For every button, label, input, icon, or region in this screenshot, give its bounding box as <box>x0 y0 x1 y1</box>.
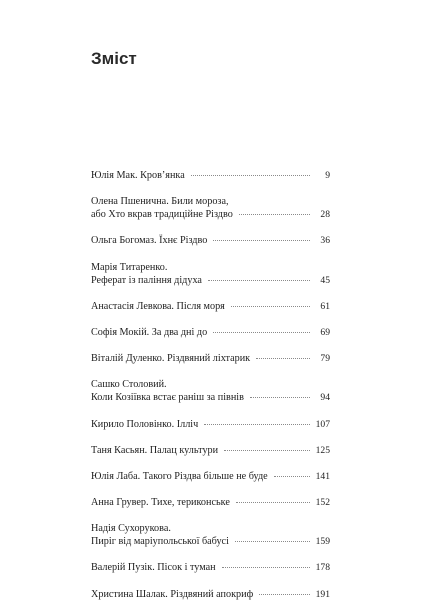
dot-leader <box>274 476 310 477</box>
dot-leader <box>204 424 309 425</box>
dot-leader <box>256 358 310 359</box>
toc-entry-title-line: Олена Пшенична. Били мороза, <box>91 196 229 208</box>
page-number: 79 <box>320 353 330 365</box>
dot-leader <box>208 280 310 281</box>
dot-leader <box>222 567 310 568</box>
page-number: 191 <box>315 588 330 600</box>
dot-leader <box>224 450 310 451</box>
dot-leader <box>236 502 310 503</box>
toc-entry[interactable] <box>91 169 330 182</box>
toc-entry-title-line: Христина Шалак. Різдвяний апокриф <box>91 588 254 600</box>
page-number: 69 <box>320 326 330 338</box>
toc-entry-title-line: Реферат із паління дідуха <box>91 274 202 286</box>
toc-entry-title-line: Ольга Богомаз. Їхнє Різдво <box>91 235 208 247</box>
toc-entry[interactable] <box>91 195 330 221</box>
toc-entry-title-line: Анастасія Левкова. Після моря <box>91 300 225 312</box>
toc-entry-title-line: Софія Мокій. За два дні до <box>91 326 208 338</box>
toc-entry[interactable] <box>91 300 330 313</box>
toc-entry-row <box>91 561 330 574</box>
page-number: 141 <box>315 470 330 482</box>
toc-entry-row <box>91 169 330 182</box>
toc-entry[interactable] <box>91 588 330 601</box>
toc-entry-row <box>91 352 330 365</box>
dot-leader <box>213 240 310 241</box>
toc-entry-row <box>91 326 330 339</box>
toc-entry-title-line: Кирило Половінко. Ілліч <box>91 418 199 430</box>
toc-entry-row <box>91 535 330 548</box>
dot-leader <box>213 332 310 333</box>
toc-entry[interactable] <box>91 470 330 483</box>
dot-leader <box>239 214 310 215</box>
toc-entry-title-line: Марія Титаренко. <box>91 261 168 273</box>
toc-entry[interactable] <box>91 496 330 509</box>
toc-entry[interactable] <box>91 326 330 339</box>
toc-entry-title-line: Віталій Дуленко. Різдвяний ліхтарик <box>91 353 251 365</box>
page-number: 94 <box>320 392 330 404</box>
toc-entry-row <box>91 418 330 431</box>
dot-leader <box>259 594 309 595</box>
toc-entry-row <box>91 496 330 509</box>
page-number: 36 <box>320 235 330 247</box>
page-number: 178 <box>315 562 330 574</box>
dot-leader <box>250 397 310 398</box>
dot-leader <box>231 306 310 307</box>
toc-entry-title-line: Сашко Столовий. <box>91 379 167 391</box>
toc-entry[interactable] <box>91 261 330 287</box>
toc-entry[interactable] <box>91 522 330 548</box>
page-number: 61 <box>320 300 330 312</box>
toc-entry-row <box>91 588 330 601</box>
toc-entry-title-line: або Хто вкрав традиційне Різдво <box>91 209 233 221</box>
toc-entry-title-line: Валерій Пузік. Пісок і туман <box>91 562 216 574</box>
toc-entry-title-line: Юлія Лаба. Такого Різдва більше не буде <box>91 470 268 482</box>
toc-entry-row <box>91 444 330 457</box>
page-number: 152 <box>315 497 330 509</box>
page-number: 107 <box>315 418 330 430</box>
page-number: 28 <box>320 209 330 221</box>
toc-entry[interactable] <box>91 561 330 574</box>
toc-entry-title-line: Пиріг від маріупольської бабусі <box>91 536 229 548</box>
toc-entry-title-line: Коли Козіївка встає раніш за півнів <box>91 392 244 404</box>
page-number: 125 <box>315 444 330 456</box>
toc-entry[interactable] <box>91 418 330 431</box>
toc-entry-row <box>91 274 330 287</box>
toc-entry[interactable] <box>91 352 330 365</box>
toc-entry-row <box>91 391 330 404</box>
page-title: Зміст <box>91 49 137 68</box>
table-of-contents <box>91 169 330 614</box>
page-number: 159 <box>315 536 330 548</box>
toc-entry[interactable] <box>91 378 330 404</box>
toc-entry-title-line: Юлія Мак. Кров’янка <box>91 170 185 181</box>
page-number: 45 <box>320 274 330 286</box>
toc-entry-title-line: Надія Сухорукова. <box>91 523 171 535</box>
toc-entry-row <box>91 470 330 483</box>
toc-entry-row <box>91 234 330 247</box>
toc-entry[interactable] <box>91 234 330 247</box>
dot-leader <box>235 541 310 542</box>
page-number: 9 <box>325 170 330 181</box>
toc-entry-title-line: Анна Грувер. Тихе, териконське <box>91 497 230 509</box>
toc-entry-title-line: Таня Касьян. Палац культури <box>91 444 219 456</box>
toc-entry-row <box>91 300 330 313</box>
dot-leader <box>191 175 310 176</box>
toc-entry-row <box>91 208 330 221</box>
toc-entry[interactable] <box>91 444 330 457</box>
